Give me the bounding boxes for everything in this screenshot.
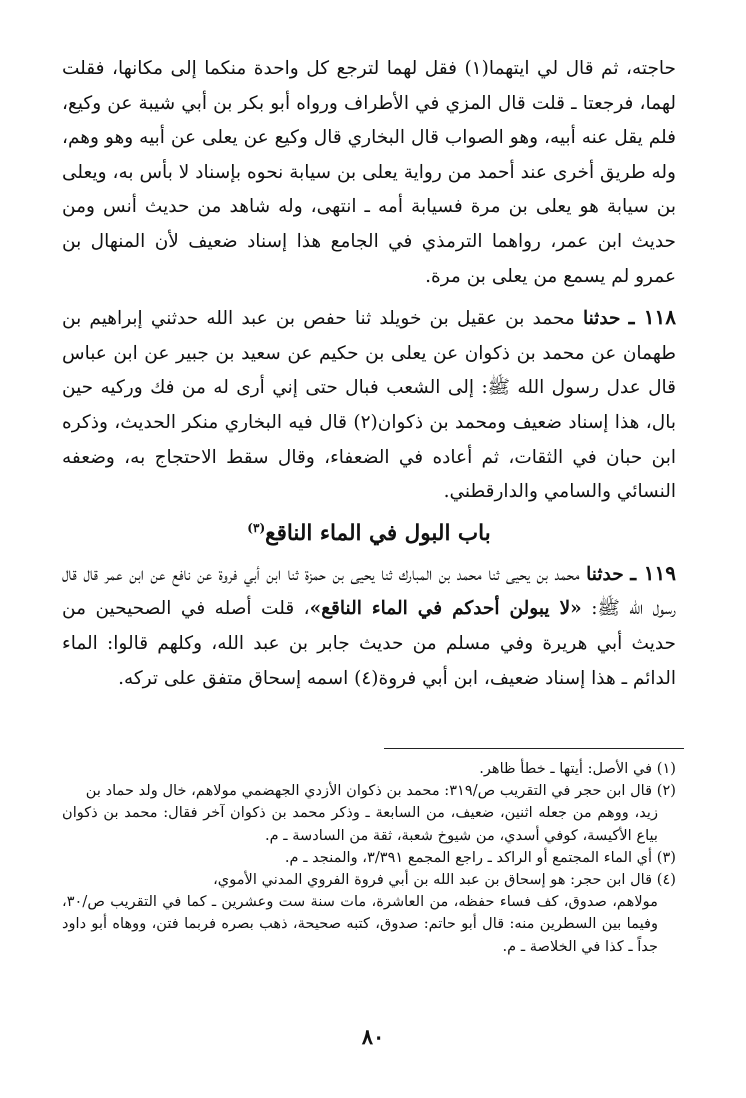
hadith-text: محمد بن عقيل بن خويلد ثنا حفص بن عبد الله حدثني إبراهيم بن طهمان عن محمد بن ذكوان عن يعلى بن حكيم عن سعيد بن جبير عن ابن عباس قال عدل رسول الله ﷺ: إلى الشعب فبال حتى إني أرى له من فك وركيه حين بال، هذا إسناد ضعيف ومحمد بن ذكوان(٢) قال فيه البخاري منكر الحديث، وذكره ابن حبان في الثقات، ثم أعاده في الضعفاء، وقال سقط الاحتجاج به، وضعفه النسائي والسامي والدارقطني. bbox=[62, 308, 676, 503]
hadith-lead: حدثنا bbox=[586, 563, 624, 585]
hadith-number: ١١٩ ـ bbox=[630, 560, 676, 585]
footnote-continuation: زيد، ووهم من جعله اثنين، ضعيف، من السابعة ـ وذكر محمد بن ذكوان آخر فقال: محمد بن ذكوان بياع الأكيسة، كوفي أسدي، من شيوخ شعبة، ثقة من السادسة ـ م. bbox=[62, 804, 658, 844]
footnote-line: (٤) قال ابن حجر: هو إسحاق بن عبد الله بن أبي فروة الفروي المدني الأموي، bbox=[213, 871, 676, 889]
footnote-line: (١) في الأصل: أيتها ـ خطأ ظاهر. bbox=[479, 760, 676, 777]
chapter-title: باب البول في الماء الناقع bbox=[265, 520, 491, 546]
paragraph-continuation: حاجته، ثم قال لي ايتهما(١) فقل لهما لترجع كل واحدة منكما إلى مكانها، فقلت لهما، فرجعتا ـ قلت قال المزي في الأطراف ورواه أبو بكر بن أبي شيبة عن وكيع، فلم يقل عنه أبيه، وهو الصواب قال البخاري قال وكيع عن يعلى عن أبيه وهو وهم، وله طريق أخرى عند أحمد من رواية يعلى بن سيابة نحوه بإسناد لا بأس به، ويعلى بن سيابة هو يعلى بن مرة فسيابة أمه ـ انتهى، وله شاهد من حديث أنس ومن حديث ابن عمر، رواهما الترمذي في الجامع هذا إسناد ضعيف لأن المنهال بن عمرو لم يسمع من يعلى بن مرة. bbox=[62, 58, 676, 287]
page-number: ٨٠ bbox=[361, 1024, 385, 1049]
hadith-118 bbox=[62, 300, 676, 510]
main-text bbox=[62, 52, 676, 696]
hadith-commentary: ، قلت أصله في الصحيحين من حديث أبي هريرة وفي مسلم من حديث جابر بن عبد الله، وكلهم قالوا: الماء الدائم ـ هذا إسناد ضعيف، ابن أبي فروة(٤) اسمه إسحاق متفق على تركه. bbox=[62, 598, 676, 689]
hadith-lead: حدثنا bbox=[582, 308, 621, 330]
footnote-separator bbox=[384, 748, 684, 749]
footnote-line: (٣) أي الماء المجتمع أو الراكد ـ راجع المجمع ٣/٣٩١، والمنجد ـ م. bbox=[284, 848, 676, 866]
hadith-number: ١١٨ ـ bbox=[628, 305, 676, 330]
chapter-heading bbox=[62, 516, 676, 552]
hadith-119 bbox=[62, 556, 676, 696]
footnote bbox=[62, 758, 676, 780]
footnote bbox=[62, 780, 676, 847]
footnote-continuation: مولاهم، صدوق، كف فساء حفظه، من العاشرة، مات سنة ست وعشرين ـ كما في التقريب ص/٣٠، وفيما بين السطرين منه: قال أبو حاتم: صدوق، كتبه صحيحة، ذهب بصره فربما فتن، ووهاه أبو داود جداً ـ كذا في الخلاصة ـ م. bbox=[62, 893, 658, 955]
footnote bbox=[62, 847, 676, 869]
footnote bbox=[62, 869, 676, 958]
prophetic-quote: «لا يبولن أحدكم في الماء الناقع» bbox=[309, 598, 582, 620]
hadith-text: محمد بن يحيى ثنا محمد بن المبارك ثنا يحيى بن حمزة ثنا ابن أبي فروة عن نافع عن ابن عمر قال قال رسول الله ﷺ: bbox=[62, 563, 677, 620]
footnote-line: (٢) قال ابن حجر في التقريب ص/٣١٩: محمد بن ذكوان الأزدي الجهضمي مولاهم، خال ولد حماد بن bbox=[85, 782, 676, 800]
footnotes bbox=[62, 758, 676, 958]
footnote-mark: (٣) bbox=[247, 520, 266, 535]
